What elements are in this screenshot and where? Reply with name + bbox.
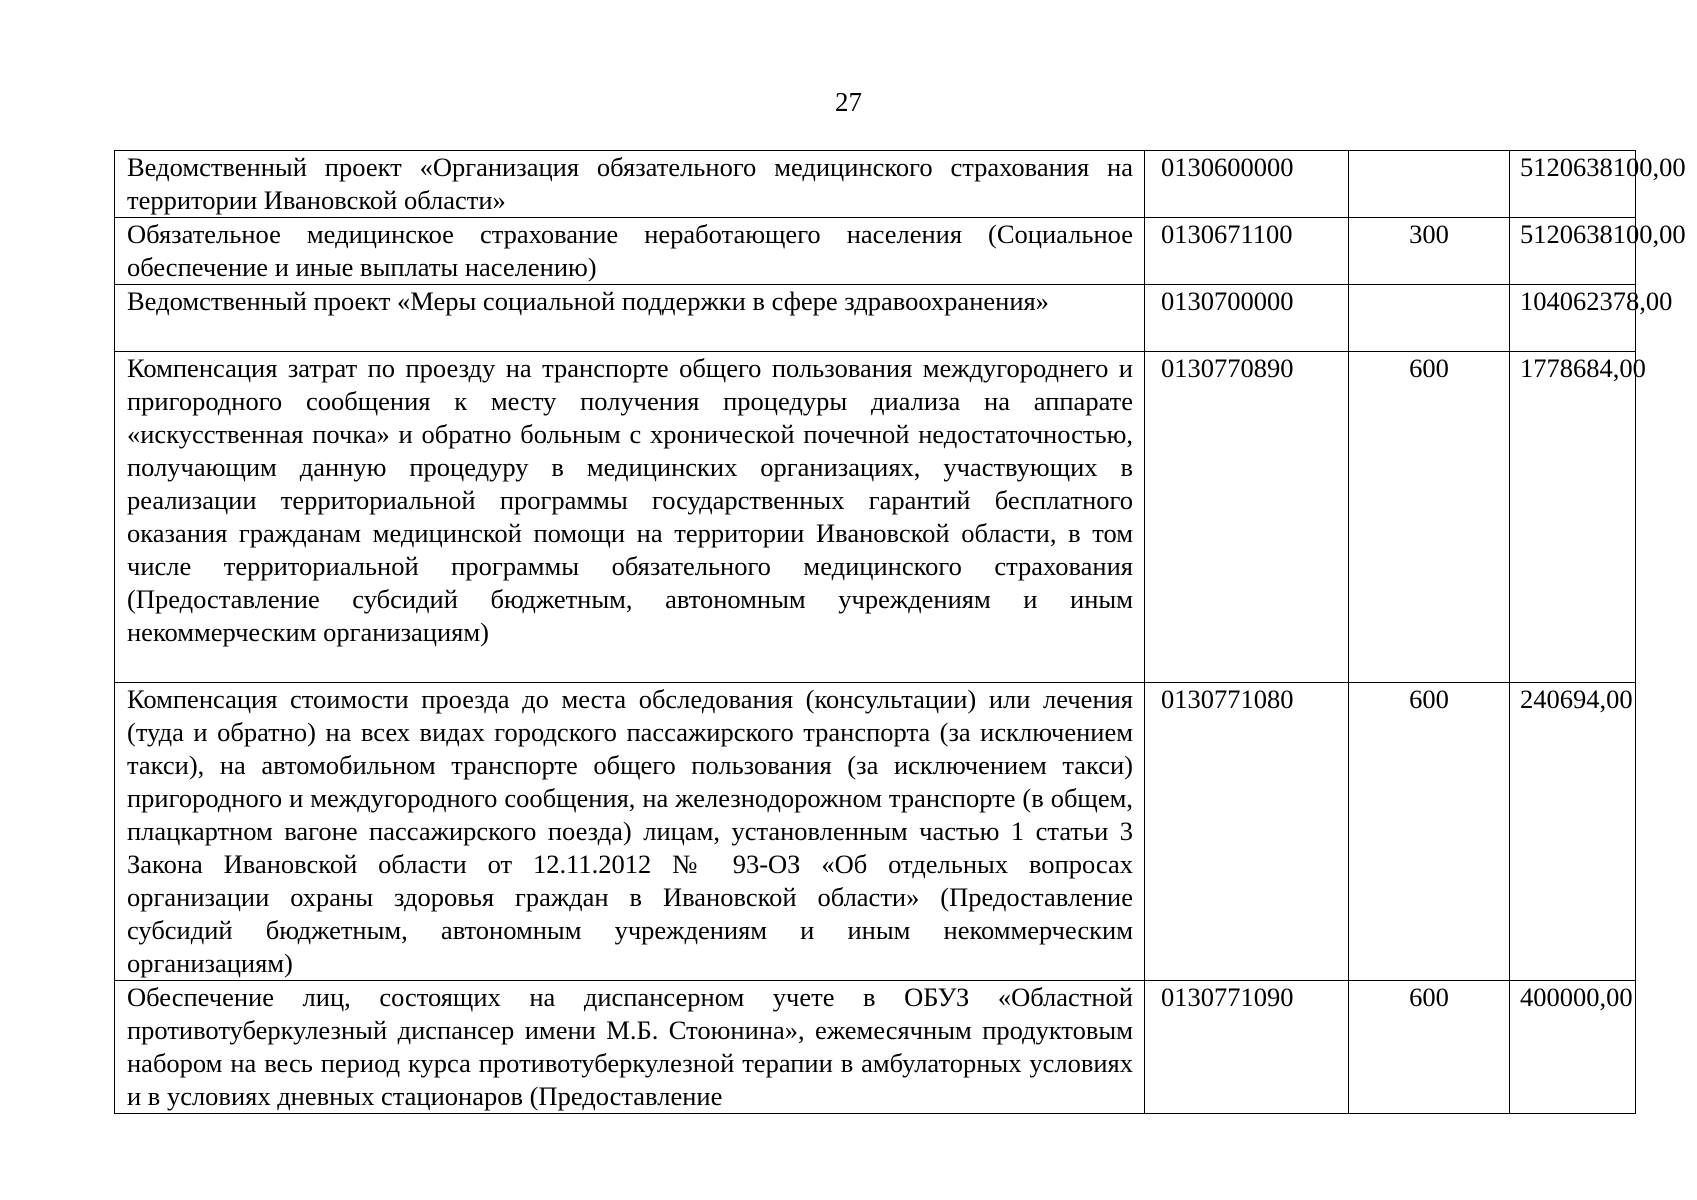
row-name: Обеспечение лиц, состоящих на диспансерном учете в ОБУЗ «Областной противотуберкулезный диспансер имени М.Б. Стоюнина», ежемесячным продуктовым набором на весь период курса противотуберкулезной терапии в амбулаторных условиях и в условиях дневных стационаров (Предоставление — [115, 981, 1145, 1114]
row-code: 0130600000 — [1145, 151, 1349, 218]
table-row — [115, 285, 1636, 352]
table-row — [115, 151, 1636, 218]
row-name: Компенсация стоимости проезда до места обследования (консультации) или лечения (туда и обратно) на всех видах городского пассажирского транспорта (за исключением такси), на автомобильном транспорте общего пользования (за исключением такси) пригородного и междугородного сообщения, на железнодорожном транспорте (в общем, плацкартном вагоне пассажирского поезда) лицам, установленным частью 1 статьи 3 Закона Ивановской области от 12.11.2012 № 93-ОЗ «Об отдельных вопросах организации охраны здоровья граждан в Ивановской области» (Предоставление субсидий бюджетным, автономным учреждениям и иным некоммерческим организациям) — [115, 683, 1145, 981]
row-expense-type — [1349, 285, 1510, 352]
row-code: 0130700000 — [1145, 285, 1349, 352]
row-name: Ведомственный проект «Организация обязательного медицинского страхования на территории Ивановской области» — [115, 151, 1145, 218]
table-row — [115, 683, 1636, 981]
row-name: Компенсация затрат по проезду на транспорте общего пользования междугороднего и пригородного сообщения к месту получения процедуры диализа на аппарате «искусственная почка» и обратно больным с хронической почечной недостаточностью, получающим данную процедуру в медицинских организациях, участвующих в реализации территориальной программы государственных гарантий бесплатного оказания гражданам медицинской помощи на территории Ивановской области, в том числе территориальной программы обязательного медицинского страхования (Предоставление субсидий бюджетным, автономным учреждениям и иным некоммерческим организациям) — [115, 352, 1145, 683]
budget-table — [114, 150, 1686, 1114]
row-name: Обязательное медицинское страхование неработающего населения (Социальное обеспечение и иные выплаты населению) — [115, 218, 1145, 285]
row-expense-type: 300 — [1349, 218, 1510, 285]
row-expense-type: 600 — [1349, 683, 1510, 981]
row-code: 0130671100 — [1145, 218, 1349, 285]
table-row — [115, 218, 1636, 285]
row-sum: 1778684,00 — [1510, 352, 1636, 683]
row-expense-type: 600 — [1349, 352, 1510, 683]
table-row — [115, 352, 1636, 683]
row-expense-type: 600 — [1349, 981, 1510, 1114]
row-code: 0130771090 — [1145, 981, 1349, 1114]
row-sum: 400000,00 — [1510, 981, 1636, 1114]
row-sum: 104062378,00 — [1510, 285, 1636, 352]
row-name: Ведомственный проект «Меры социальной поддержки в сфере здравоохранения» — [115, 285, 1145, 352]
row-sum: 5120638100,00 — [1510, 151, 1636, 218]
row-sum: 240694,00 — [1510, 683, 1636, 981]
row-expense-type — [1349, 151, 1510, 218]
table-row — [115, 981, 1636, 1114]
page-number: 27 — [835, 87, 862, 117]
row-sum: 5120638100,00 — [1510, 218, 1636, 285]
row-code: 0130771080 — [1145, 683, 1349, 981]
row-code: 0130770890 — [1145, 352, 1349, 683]
